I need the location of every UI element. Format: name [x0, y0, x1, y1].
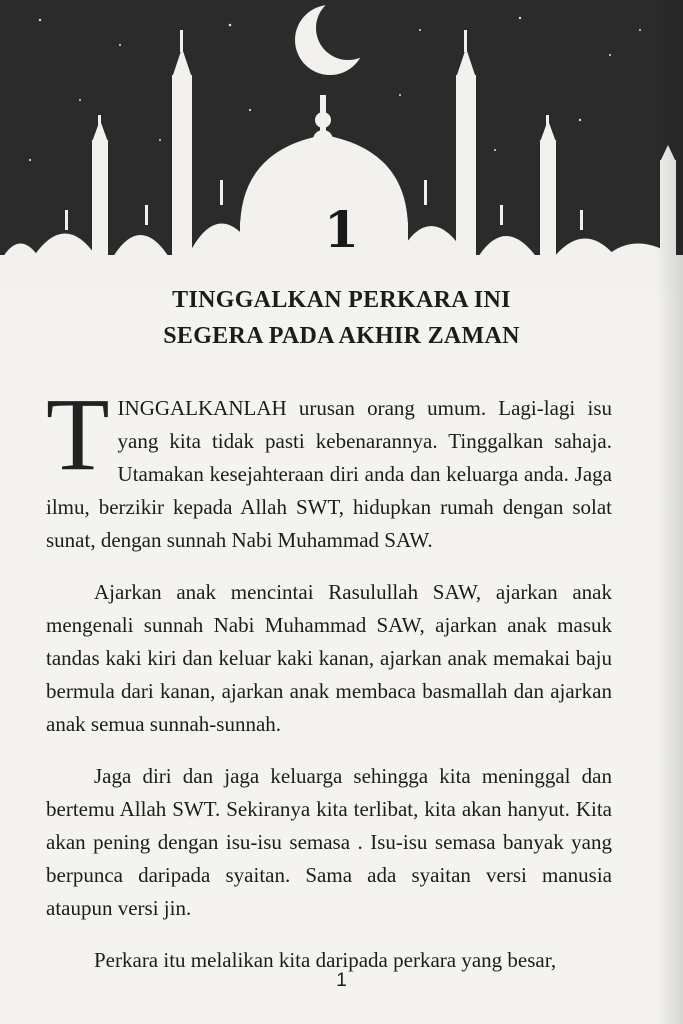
body-text	[46, 377, 612, 996]
chapter-title	[0, 282, 683, 354]
paragraph-2: Ajarkan anak mencintai Rasulullah SAW, ajarkan anak mengenali sunnah Nabi Muhammad SAW, ajarkan anak masuk tandas kaki kiri dan keluar kaki kanan, ajarkan anak memakai baju bermula dari kanan, ajarkan anak membaca basmallah dan ajarkan anak semua sunnah-sunnah.	[46, 580, 612, 736]
paragraph-3: Jaga diri dan jaga keluarga sehingga kita meninggal dan bertemu Allah SWT. Sekiranya kita terlibat, kita akan hanyut. Kita akan pening dengan isu-isu semasa . Isu-isu semasa banyak yang berpunca daripada syaitan. Sama ada syaitan versi manusia ataupun versi jin.	[46, 764, 612, 920]
paragraph-1-text: INGGALKANLAH urusan orang umum. Lagi-lagi isu yang kita tidak pasti kebenarannya. Tinggalkan sahaja. Utamakan kesejahteraan diri anda dan keluarga anda. Jaga ilmu, berzikir kepada Allah SWT, hidupkan rumah dengan solat sunat, dengan sunnah Nabi Muhammad SAW.	[46, 396, 612, 552]
drop-cap: T	[46, 377, 110, 492]
paragraph-4: Perkara itu melalikan kita daripada perkara yang besar,	[94, 948, 557, 972]
chapter-title-line-2: SEGERA PADA AKHIR ZAMAN	[163, 323, 520, 349]
chapter-number: 1	[324, 200, 359, 259]
chapter-title-line-1: TINGGALKAN PERKARA INI	[172, 287, 511, 313]
page-number: 1	[336, 970, 347, 991]
page-edge-shadow	[655, 0, 683, 1024]
paragraph-1	[46, 377, 612, 557]
